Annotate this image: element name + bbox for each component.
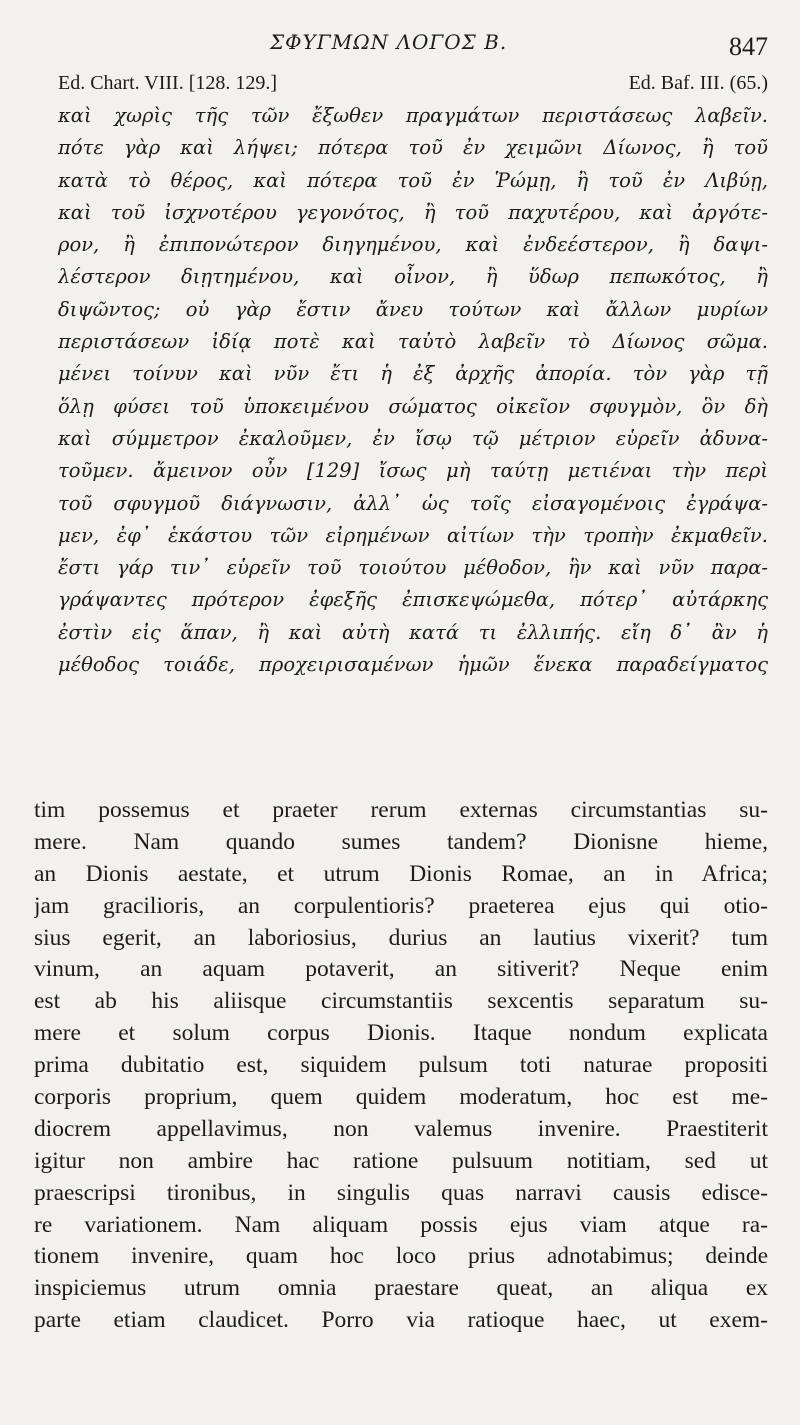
running-title: ΣΦΥΓΜΩΝ ΛΟΓΟΣ Β.: [270, 30, 508, 54]
greek-text-line: μένει τοίνυν καὶ νῦν ἔτι ἡ ἐξ ἀρχῆς ἀπορία. τὸν γὰρ τῇ: [58, 362, 768, 386]
greek-text-line: ἔστι γάρ τιν᾽ εὑρεῖν τοῦ τοιούτου μέθοδον, ἣν καὶ νῦν παρα-: [58, 556, 768, 580]
greek-text-line: καὶ χωρὶς τῆς τῶν ἔξωθεν πραγμάτων περιστάσεως λαβεῖν.: [58, 104, 768, 127]
greek-text-line: μέθοδος τοιάδε, προχειρισαμένων ἡμῶν ἕνεκα παραδείγματος: [58, 653, 768, 677]
latin-text-line: diocrem appellavimus, non valemus invenire. Praestiterit: [34, 1115, 768, 1142]
greek-text-line: κατὰ τὸ θέρος, καὶ πότερα τοῦ ἐν Ῥώμῃ, ἢ τοῦ ἐν Λιβύῃ,: [58, 168, 768, 192]
latin-text-line: jam gracilioris, an corpulentioris? praeterea ejus qui otio-: [34, 892, 768, 919]
latin-text-line: mere. Nam quando sumes tandem? Dionisne hieme,: [34, 828, 768, 855]
greek-text-line: ἐστὶν εἰς ἅπαν, ἢ καὶ αὐτὴ κατά τι ἐλλιπής. εἴη δ᾽ ἂν ἡ: [58, 620, 768, 644]
greek-text-line: περιστάσεων ἰδίᾳ ποτὲ καὶ ταὐτὸ λαβεῖν τὸ Δίωνος σῶμα.: [58, 330, 768, 354]
page-number: 847: [729, 32, 768, 61]
latin-text-line: sius egerit, an laboriosius, durius an lautius vixerit? tum: [34, 924, 768, 951]
latin-text-line: praescripsi tironibus, in singulis quas narravi causis edisce-: [34, 1179, 768, 1206]
latin-text-line: tim possemus et praeter rerum externas circumstantias su-: [34, 797, 768, 823]
running-head: [0, 30, 800, 62]
greek-text-block: [58, 100, 768, 681]
latin-text-line: prima dubitatio est, siquidem pulsum toti naturae propositi: [34, 1052, 768, 1079]
latin-text-line: est ab his aliisque circumstantiis sexcentis separatum su-: [34, 988, 768, 1015]
latin-text-line: inspiciemus utrum omnia praestare queat, an aliqua ex: [34, 1275, 768, 1302]
latin-translation-block: [34, 795, 768, 1337]
greek-text-line: μεν, ἐφ᾽ ἑκάστου τῶν εἰρημένων αἰτίων τὴν τροπὴν ἐκμαθεῖν.: [58, 523, 768, 547]
edition-basel-reference: Ed. Baf. III. (65.): [628, 72, 768, 94]
greek-text-line: διψῶντος; οὐ γὰρ ἔστιν ἄνευ τούτων καὶ ἄλλων μυρίων: [58, 297, 768, 321]
greek-text-line: ὅλῃ φύσει τοῦ ὑποκειμένου σώματος οἰκεῖον σφυγμὸν, ὃν δὴ: [58, 394, 768, 418]
greek-text-line: καὶ σύμμετρον ἐκαλοῦμεν, ἐν ἴσῳ τῷ μέτριον εὑρεῖν ἀδυνα-: [58, 426, 768, 450]
latin-text-line: parte etiam claudicet. Porro via ratioque haec, ut exem-: [34, 1307, 768, 1334]
greek-text-line: τοῦ σφυγμοῦ διάγνωσιν, ἀλλ᾽ ὡς τοῖς εἰσαγομένοις ἐγράψα-: [58, 491, 768, 515]
greek-text-line: καὶ τοῦ ἰσχνοτέρου γεγονότος, ἢ τοῦ παχυτέρου, καὶ ἀργότε-: [58, 200, 768, 224]
latin-text-line: mere et solum corpus Dionis. Itaque nondum explicata: [34, 1020, 768, 1047]
greek-text-line: πότε γὰρ καὶ λήψει; πότερα τοῦ ἐν χειμῶνι Δίωνος, ἢ τοῦ: [58, 136, 768, 160]
latin-text-line: corporis proprium, quem quidem moderatum, hoc est me-: [34, 1084, 768, 1111]
greek-text-line: τοῦμεν. ἄμεινον οὖν [129] ἴσως μὴ ταύτῃ μετιέναι τὴν περὶ: [58, 459, 768, 483]
edition-reference-line: [58, 72, 768, 98]
latin-text-line: tionem invenire, quam hoc loco prius adnotabimus; deinde: [34, 1243, 768, 1270]
greek-text-line: λέστερον διῃτημένου, καὶ οἶνον, ἢ ὕδωρ πεπωκότος, ἢ: [58, 265, 768, 289]
greek-text-line: ρον, ἢ ἐπιπονώτερον διηγημένου, καὶ ἐνδεέστερον, ἢ δαψι-: [58, 233, 768, 257]
latin-text-line: re variationem. Nam aliquam possis ejus viam atque ra-: [34, 1211, 768, 1238]
latin-text-line: an Dionis aestate, et utrum Dionis Romae, an in Africa;: [34, 860, 768, 887]
latin-text-line: igitur non ambire hac ratione pulsuum notitiam, sed ut: [34, 1147, 768, 1174]
latin-text-line: vinum, an aquam potaverit, an sitiverit? Neque enim: [34, 956, 768, 983]
edition-chart-reference: Ed. Chart. VIII. [128. 129.]: [58, 72, 278, 94]
greek-text-line: γράψαντες πρότερον ἐφεξῆς ἐπισκεψώμεθα, πότερ᾽ αὐτάρκης: [58, 588, 768, 612]
